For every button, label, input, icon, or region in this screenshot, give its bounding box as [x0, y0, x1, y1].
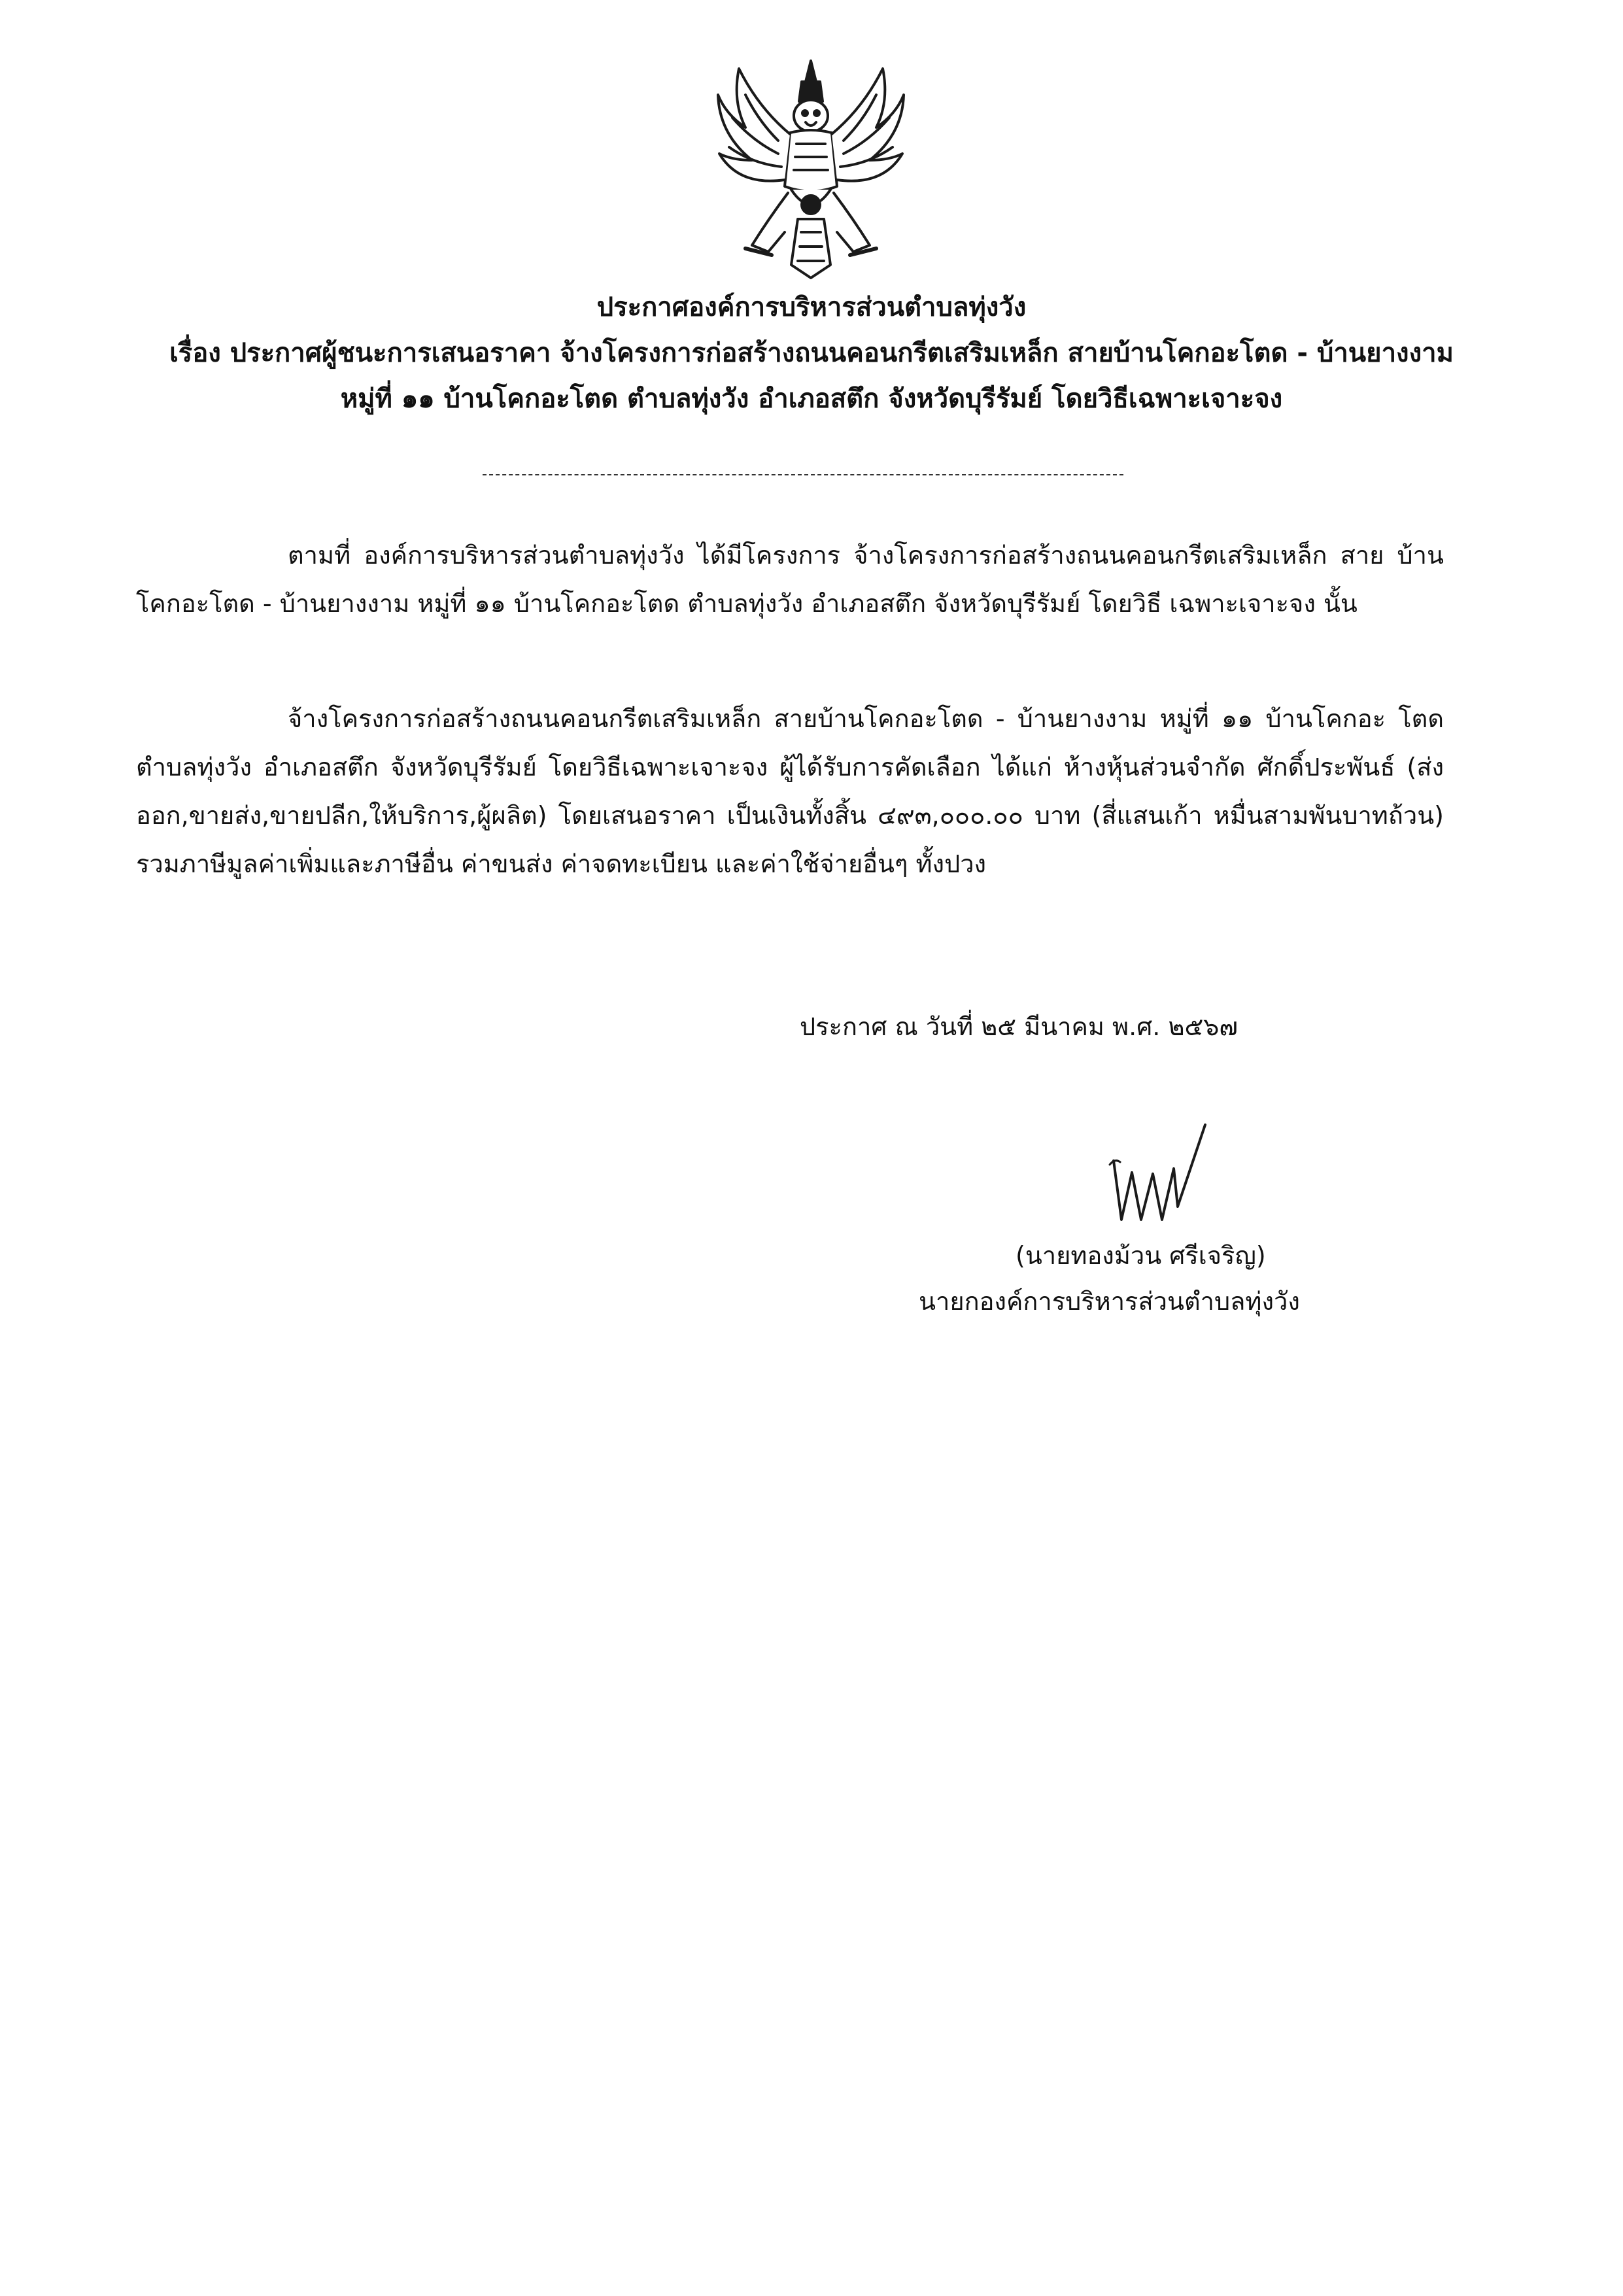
paragraph-1-text: ตามที่ องค์การบริหารส่วนตำบลทุ่งวัง ได้มีโครงการ จ้างโครงการก่อสร้างถนนคอนกรีตเสริมเหล็ก สาย บ้านโคกอะโตด - บ้านยางงาม หมู่ที่ ๑๑ บ้านโคกอะโตด ตำบลทุ่งวัง อำเภอสตึก จังหวัดบุรีรัมย์ โดยวิธี เฉพาะเจาะจง นั้น: [136, 541, 1444, 618]
signer-position: นายกองค์การบริหารส่วนตำบลทุ่งวัง: [919, 1287, 1300, 1316]
handwritten-signature: [1101, 1122, 1212, 1239]
title-separator: [483, 474, 1123, 475]
garuda-emblem-icon: [706, 56, 915, 281]
announcement-header: [118, 291, 1505, 428]
subject-line-1: เรื่อง ประกาศผู้ชนะการเสนอราคา จ้างโครงการก่อสร้างถนนคอนกรีตเสริมเหล็ก สายบ้านโคกอะโตด - บ้านยางงาม: [169, 338, 1454, 368]
signer-name: (นายทองม้วน ศรีเจริญ): [1016, 1241, 1266, 1270]
paragraph-2-text: จ้างโครงการก่อสร้างถนนคอนกรีตเสริมเหล็ก สายบ้านโคกอะโตด - บ้านยางงาม หมู่ที่ ๑๑ บ้านโคกอะ โตด ตำบลทุ่งวัง อำเภอสตึก จังหวัดบุรีรัมย์ โดยวิธีเฉพาะเจาะจง ผู้ได้รับการคัดเลือก ได้แก่ ห้างหุ้นส่วนจำกัด ศักดิ์ประพันธ์ (ส่งออก,ขายส่ง,ขายปลีก,ให้บริการ,ผู้ผลิต) โดยเสนอราคา เป็นเงินทั้งสิ้น ๔๙๓,๐๐๐.๐๐ บาท (สี่แสนเก้า หมื่นสามพันบาทถ้วน) รวมภาษีมูลค่าเพิ่มและภาษีอื่น ค่าขนส่ง ค่าจดทะเบียน และค่าใช้จ่ายอื่นๆ ทั้งปวง: [136, 704, 1444, 878]
body-paragraph-1: [136, 531, 1444, 628]
subject-line-2: หมู่ที่ ๑๑ บ้านโคกอะโตด ตำบลทุ่งวัง อำเภอสตึก จังหวัดบุรีรัมย์ โดยวิธีเฉพาะเจาะจง: [340, 384, 1283, 414]
body-paragraph-2: [136, 694, 1444, 888]
announcement-date: ประกาศ ณ วันที่ ๒๕ มีนาคม พ.ศ. ๒๕๖๗: [800, 1012, 1238, 1041]
announcement-title: ประกาศองค์การบริหารส่วนตำบลทุ่งวัง: [596, 292, 1027, 322]
